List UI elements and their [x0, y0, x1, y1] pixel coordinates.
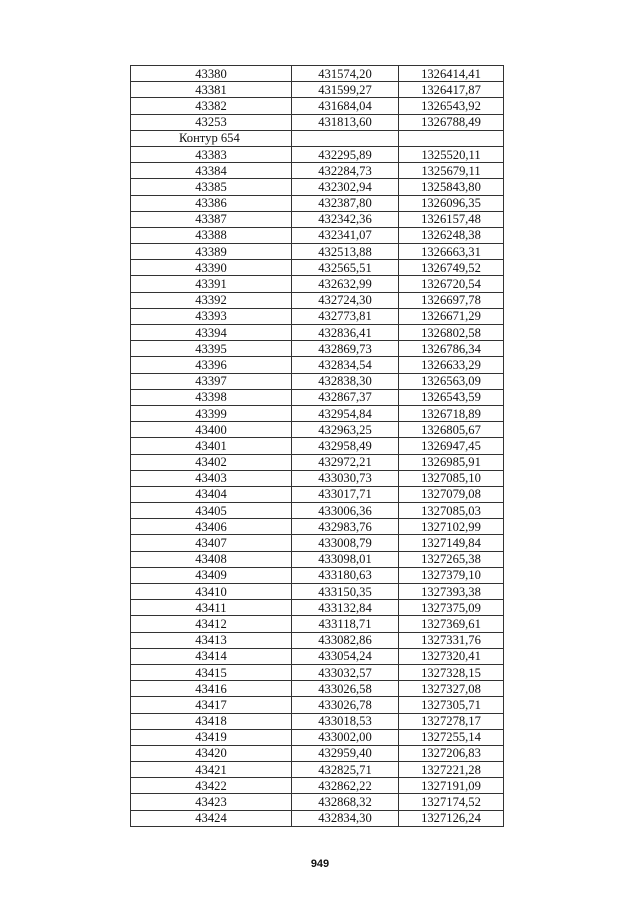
table-row	[131, 227, 504, 243]
table-row	[131, 762, 504, 778]
x-coordinate-cell: 432963,25	[292, 422, 399, 438]
x-coordinate-cell: 433150,35	[292, 584, 399, 600]
x-coordinate-cell: 432834,54	[292, 357, 399, 373]
x-coordinate-cell: 432954,84	[292, 405, 399, 421]
table-row	[131, 535, 504, 551]
table-row	[131, 114, 504, 130]
table-row	[131, 664, 504, 680]
table-row	[131, 794, 504, 810]
x-coordinate-cell: 433002,00	[292, 729, 399, 745]
point-number-cell: 43421	[131, 762, 292, 778]
point-number-cell: 43380	[131, 66, 292, 82]
y-coordinate-cell: 1326633,29	[399, 357, 504, 373]
y-coordinate-cell: 1326096,35	[399, 195, 504, 211]
x-coordinate-cell: 433026,78	[292, 697, 399, 713]
x-coordinate-cell: 433082,86	[292, 632, 399, 648]
x-coordinate-cell: 431574,20	[292, 66, 399, 82]
point-number-cell: 43419	[131, 729, 292, 745]
x-coordinate-cell: 432284,73	[292, 163, 399, 179]
y-coordinate-cell: 1327379,10	[399, 567, 504, 583]
table-row	[131, 292, 504, 308]
table-row	[131, 98, 504, 114]
point-number-cell: 43395	[131, 341, 292, 357]
y-coordinate-cell: 1327331,76	[399, 632, 504, 648]
table-row	[131, 163, 504, 179]
x-coordinate-cell: 433018,53	[292, 713, 399, 729]
y-coordinate-cell: 1327102,99	[399, 519, 504, 535]
x-coordinate-cell: 433098,01	[292, 551, 399, 567]
point-number-cell: 43397	[131, 373, 292, 389]
point-number-cell: 43415	[131, 664, 292, 680]
table-row	[131, 616, 504, 632]
table-row	[131, 729, 504, 745]
point-number-cell: 43401	[131, 438, 292, 454]
point-number-cell: 43388	[131, 227, 292, 243]
empty-cell	[399, 130, 504, 146]
y-coordinate-cell: 1327265,38	[399, 551, 504, 567]
y-coordinate-cell: 1327369,61	[399, 616, 504, 632]
x-coordinate-cell: 432838,30	[292, 373, 399, 389]
point-number-cell: 43383	[131, 146, 292, 162]
point-number-cell: 43386	[131, 195, 292, 211]
point-number-cell: 43411	[131, 600, 292, 616]
y-coordinate-cell: 1327206,83	[399, 745, 504, 761]
y-coordinate-cell: 1326157,48	[399, 211, 504, 227]
point-number-cell: 43389	[131, 244, 292, 260]
point-number-cell: 43412	[131, 616, 292, 632]
table-row	[131, 778, 504, 794]
y-coordinate-cell: 1327255,14	[399, 729, 504, 745]
table-row	[131, 389, 504, 405]
y-coordinate-cell: 1326671,29	[399, 308, 504, 324]
point-number-cell: 43392	[131, 292, 292, 308]
table-row	[131, 260, 504, 276]
x-coordinate-cell: 432825,71	[292, 762, 399, 778]
y-coordinate-cell: 1326248,38	[399, 227, 504, 243]
point-number-cell: 43410	[131, 584, 292, 600]
point-number-cell: 43424	[131, 810, 292, 826]
x-coordinate-cell: 432972,21	[292, 454, 399, 470]
point-number-cell: 43403	[131, 470, 292, 486]
y-coordinate-cell: 1326786,34	[399, 341, 504, 357]
y-coordinate-cell: 1326663,31	[399, 244, 504, 260]
y-coordinate-cell: 1327327,08	[399, 681, 504, 697]
y-coordinate-cell: 1327328,15	[399, 664, 504, 680]
table-row	[131, 195, 504, 211]
y-coordinate-cell: 1326417,87	[399, 82, 504, 98]
table-row	[131, 325, 504, 341]
x-coordinate-cell: 431684,04	[292, 98, 399, 114]
table-row	[131, 438, 504, 454]
y-coordinate-cell: 1326720,54	[399, 276, 504, 292]
y-coordinate-cell: 1327305,71	[399, 697, 504, 713]
table-row	[131, 211, 504, 227]
point-number-cell: 43423	[131, 794, 292, 810]
y-coordinate-cell: 1326947,45	[399, 438, 504, 454]
x-coordinate-cell: 433030,73	[292, 470, 399, 486]
x-coordinate-cell: 431599,27	[292, 82, 399, 98]
point-number-cell: 43381	[131, 82, 292, 98]
x-coordinate-cell: 432632,99	[292, 276, 399, 292]
y-coordinate-cell: 1327221,28	[399, 762, 504, 778]
y-coordinate-cell: 1326543,92	[399, 98, 504, 114]
table-row	[131, 632, 504, 648]
x-coordinate-cell: 432773,81	[292, 308, 399, 324]
point-number-cell: 43418	[131, 713, 292, 729]
x-coordinate-cell: 433132,84	[292, 600, 399, 616]
y-coordinate-cell: 1325679,11	[399, 163, 504, 179]
table-row	[131, 179, 504, 195]
point-number-cell: 43387	[131, 211, 292, 227]
table-row	[131, 244, 504, 260]
x-coordinate-cell: 432867,37	[292, 389, 399, 405]
point-number-cell: 43396	[131, 357, 292, 373]
y-coordinate-cell: 1327085,03	[399, 503, 504, 519]
table-row	[131, 373, 504, 389]
point-number-cell: 43416	[131, 681, 292, 697]
point-number-cell: 43390	[131, 260, 292, 276]
table-row	[131, 551, 504, 567]
point-number-cell: 43393	[131, 308, 292, 324]
point-number-cell: 43405	[131, 503, 292, 519]
x-coordinate-cell: 433118,71	[292, 616, 399, 632]
y-coordinate-cell: 1326805,67	[399, 422, 504, 438]
table-row	[131, 745, 504, 761]
x-coordinate-cell: 433006,36	[292, 503, 399, 519]
y-coordinate-cell: 1327375,09	[399, 600, 504, 616]
y-coordinate-cell: 1326788,49	[399, 114, 504, 130]
point-number-cell: 43413	[131, 632, 292, 648]
x-coordinate-cell: 432295,89	[292, 146, 399, 162]
y-coordinate-cell: 1326749,52	[399, 260, 504, 276]
x-coordinate-cell: 432862,22	[292, 778, 399, 794]
x-coordinate-cell: 431813,60	[292, 114, 399, 130]
y-coordinate-cell: 1327149,84	[399, 535, 504, 551]
table-row	[131, 82, 504, 98]
table-row	[131, 567, 504, 583]
coordinates-table-body	[131, 66, 504, 827]
x-coordinate-cell: 432959,40	[292, 745, 399, 761]
y-coordinate-cell: 1325520,11	[399, 146, 504, 162]
table-row	[131, 648, 504, 664]
table-row	[131, 503, 504, 519]
point-number-cell: 43382	[131, 98, 292, 114]
x-coordinate-cell: 432341,07	[292, 227, 399, 243]
y-coordinate-cell: 1327320,41	[399, 648, 504, 664]
y-coordinate-cell: 1327278,17	[399, 713, 504, 729]
table-row	[131, 697, 504, 713]
y-coordinate-cell: 1327191,09	[399, 778, 504, 794]
contour-header-row	[131, 130, 504, 146]
y-coordinate-cell: 1326718,89	[399, 405, 504, 421]
x-coordinate-cell: 433180,63	[292, 567, 399, 583]
x-coordinate-cell: 433054,24	[292, 648, 399, 664]
point-number-cell: 43409	[131, 567, 292, 583]
table-row	[131, 454, 504, 470]
x-coordinate-cell: 432983,76	[292, 519, 399, 535]
coordinates-table	[130, 65, 504, 827]
table-row	[131, 146, 504, 162]
point-number-cell: 43408	[131, 551, 292, 567]
y-coordinate-cell: 1327079,08	[399, 486, 504, 502]
table-row	[131, 405, 504, 421]
y-coordinate-cell: 1326543,59	[399, 389, 504, 405]
point-number-cell: 43422	[131, 778, 292, 794]
y-coordinate-cell: 1327393,38	[399, 584, 504, 600]
point-number-cell: 43398	[131, 389, 292, 405]
y-coordinate-cell: 1327085,10	[399, 470, 504, 486]
table-row	[131, 486, 504, 502]
point-number-cell: 43407	[131, 535, 292, 551]
point-number-cell: 43399	[131, 405, 292, 421]
table-row	[131, 276, 504, 292]
point-number-cell: 43384	[131, 163, 292, 179]
point-number-cell: 43406	[131, 519, 292, 535]
x-coordinate-cell: 432958,49	[292, 438, 399, 454]
x-coordinate-cell: 432869,73	[292, 341, 399, 357]
table-row	[131, 470, 504, 486]
x-coordinate-cell: 432834,30	[292, 810, 399, 826]
x-coordinate-cell: 433017,71	[292, 486, 399, 502]
y-coordinate-cell: 1326414,41	[399, 66, 504, 82]
table-row	[131, 66, 504, 82]
point-number-cell: 43253	[131, 114, 292, 130]
table-row	[131, 681, 504, 697]
x-coordinate-cell: 433032,57	[292, 664, 399, 680]
x-coordinate-cell: 432565,51	[292, 260, 399, 276]
contour-label: Контур 654	[131, 130, 292, 146]
x-coordinate-cell: 432342,36	[292, 211, 399, 227]
table-row	[131, 584, 504, 600]
x-coordinate-cell: 432868,32	[292, 794, 399, 810]
point-number-cell: 43394	[131, 325, 292, 341]
table-row	[131, 519, 504, 535]
y-coordinate-cell: 1326802,58	[399, 325, 504, 341]
y-coordinate-cell: 1326563,09	[399, 373, 504, 389]
table-row	[131, 810, 504, 826]
x-coordinate-cell: 433008,79	[292, 535, 399, 551]
empty-cell	[292, 130, 399, 146]
table-row	[131, 357, 504, 373]
table-row	[131, 713, 504, 729]
x-coordinate-cell: 432513,88	[292, 244, 399, 260]
page-number: 949	[310, 858, 330, 870]
point-number-cell: 43414	[131, 648, 292, 664]
point-number-cell: 43385	[131, 179, 292, 195]
x-coordinate-cell: 432836,41	[292, 325, 399, 341]
y-coordinate-cell: 1326697,78	[399, 292, 504, 308]
x-coordinate-cell: 433026,58	[292, 681, 399, 697]
table-row	[131, 422, 504, 438]
y-coordinate-cell: 1326985,91	[399, 454, 504, 470]
y-coordinate-cell: 1325843,80	[399, 179, 504, 195]
point-number-cell: 43402	[131, 454, 292, 470]
point-number-cell: 43391	[131, 276, 292, 292]
point-number-cell: 43400	[131, 422, 292, 438]
x-coordinate-cell: 432724,30	[292, 292, 399, 308]
y-coordinate-cell: 1327126,24	[399, 810, 504, 826]
table-row	[131, 600, 504, 616]
table-row	[131, 341, 504, 357]
point-number-cell: 43417	[131, 697, 292, 713]
x-coordinate-cell: 432387,80	[292, 195, 399, 211]
y-coordinate-cell: 1327174,52	[399, 794, 504, 810]
point-number-cell: 43420	[131, 745, 292, 761]
x-coordinate-cell: 432302,94	[292, 179, 399, 195]
point-number-cell: 43404	[131, 486, 292, 502]
table-row	[131, 308, 504, 324]
